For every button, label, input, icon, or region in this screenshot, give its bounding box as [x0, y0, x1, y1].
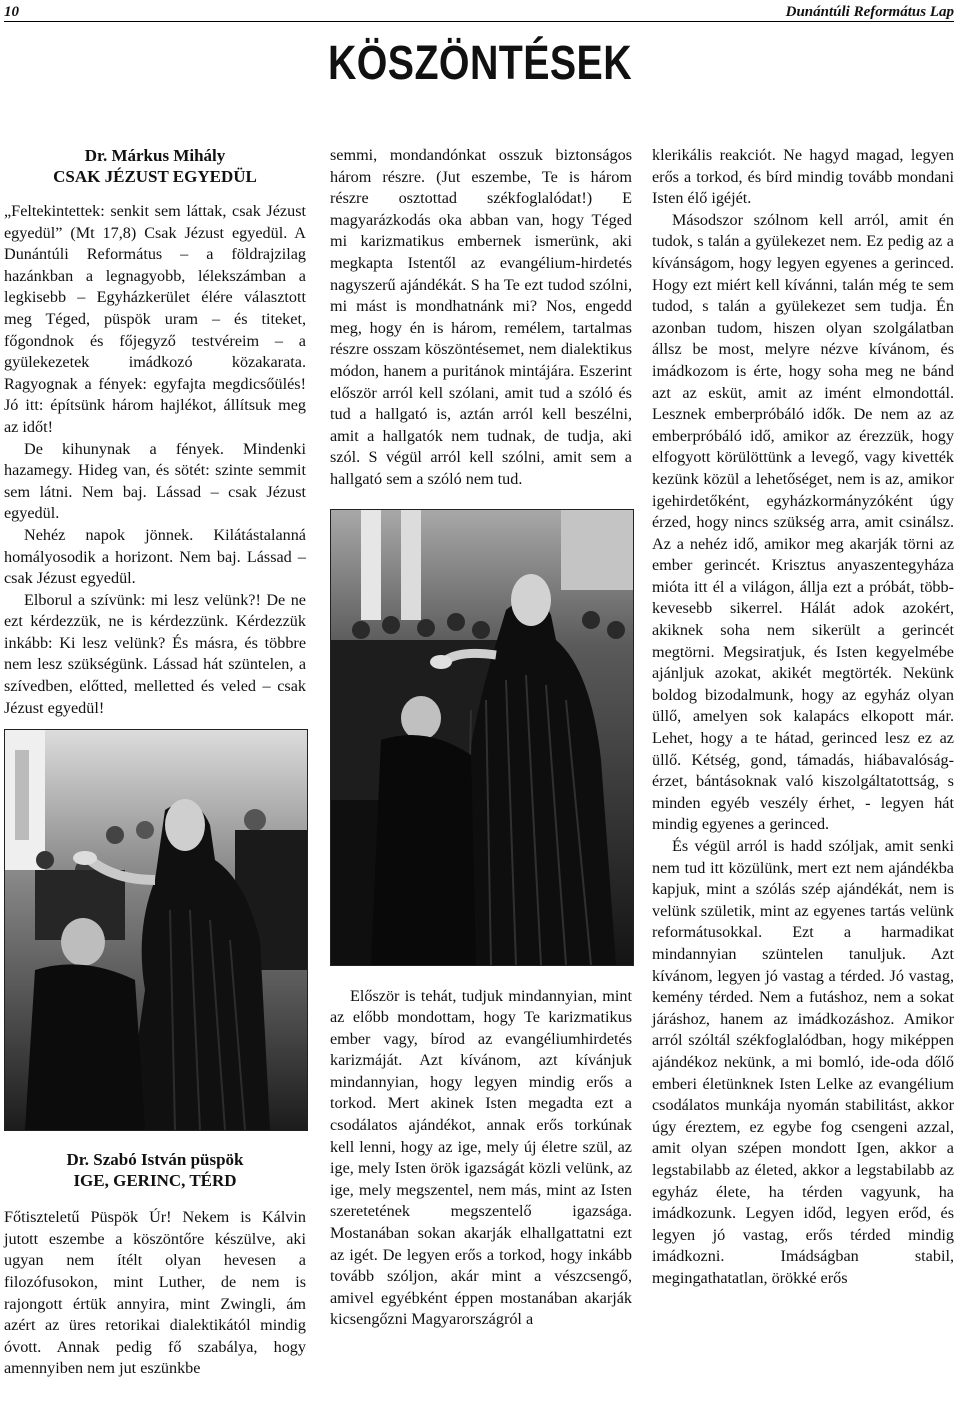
- article-1-paragraph: Nehéz napok jönnek. Kilátástalanná homályosodik a horizont. Nem baj. Lássad – csak Jézust egyedül.: [4, 525, 306, 588]
- page-header: [4, 2, 954, 22]
- page-number: 10: [4, 4, 19, 20]
- article-2-paragraph: klerikális reakciót. Ne hagyd magad, legyen erős a torkod, és bírd mindig tovább mondani Isten élő igéjét.: [652, 146, 954, 208]
- publication-name: Dunántúli Református Lap: [785, 4, 954, 20]
- photo-bishop-blessing: [4, 729, 308, 1131]
- photo-image: [5, 730, 307, 1130]
- article-1-paragraph: „Feltekintettek: senkit sem láttak, csak Jézust egyedül” (Mt 17,8) Csak Jézust egyedül. A Dunántúli Református – a földrajzilag hazánkban a legnagyobb, lélekszámban a legkisebb – Egyházkerület élére választott meg Téged, püspök uram – és titeket, főgondnok és főjegyző testvéreim – a gyülekezetek imádkozó közakarata. Ragyognak a fények: egyfajta megdicsőülés! Jó itt: építsünk három hajlékot, állítsuk meg az időt!: [4, 202, 306, 436]
- page-title: KÖSZÖNTÉSEK: [327, 37, 633, 90]
- photo-bishop-blessing-wide: [330, 509, 634, 966]
- article-2-author: Dr. Szabó István püspök: [66, 1150, 244, 1170]
- column-1: [4, 145, 306, 1380]
- article-2-heading: [4, 1149, 306, 1191]
- article-2-paragraph: És végül arról is hadd szóljak, amit senki nem tud itt közülünk, mert ezt nem ajándékba kapjuk, mint a szólás szép ajándékát, nem is velünk születik, mint az egyenes tartás velünk reformátusokkal. Ezt a harmadikat mindannyian szüntelen tanuljuk. Azt kívánom, legyen jó vastag a térded. Jó vastag, kemény térded. Nem a futáshoz, nem a sokat járáshoz, hanem az imádkozáshoz. Amikor arról szóltál székfoglalódban, hogy miképpen ajándékoz nekünk, a mi bomló, ide-oda dőlő emberi életünknek Isten Lelke az evangélium csodálatos munkája nyomán stabilitást, akkor úgy éreztem, ez egybe fog csengeni azzal, amit olyan szépen mondott Igen, akkor a legstabilabb az életed, akkor a legstabilabb az egyház élete, ha térden vagyunk, ha imádkozunk. Legyen időd, legyen erőd, és legyen jó vastag, erős térded mindig imádkozni. Imádságban stabil, megingathatatlan, örökké erős: [652, 837, 954, 1287]
- article-2-paragraph: Először is tehát, tudjuk mindannyian, mint az előbb mondottam, hogy Te karizmatikus ember vagy, bírod az evangéliumhirdetés karizmáját. Azt kívánom, azt kívánjuk mindannyian, hogy legyen mindig erős a torkod. Mert akinek Isten megadta ezt a csodálatos ajándékot, annak erős torkúnak kell lenni, hogy az ige, mely új életre szül, az ige, mely Isten örök igazságát közli velünk, az ige, mely megszentel, nem más, mint az Isten szeretetének megszentelő igazsága. Mostanában sokan akarják elhallgattatni ezt az igét. De legyen erős a torkod, hogy inkább tovább szóljon, akár mint a vészcsengő, amivel egyébként éppen mostanában akarják kicsengőzni Magyarországról a: [330, 986, 632, 1329]
- column-3: [652, 145, 954, 1289]
- article-1-title: CSAK JÉZUST EGYEDÜL: [53, 167, 257, 186]
- article-1-paragraph: Elborul a szívünk: mi lesz velünk?! De ne ezt kérdezzük, ne is kérdezzünk. Kérdezzük inkább: Ki lesz velünk? És másra, és többre nem lesz szükségünk. Lássad hát szüntelen, a szívedben, előtted, melletted és veled – csak Jézust egyedül!: [4, 590, 306, 717]
- article-2-paragraph: Főtiszteletű Püspök Úr! Nekem is Kálvin jutott eszembe a köszöntőre készülve, aki ugyan nem ítélt olyan hevesen a filozófusokon, mint Luther, de nem is rajongott értük annyira, mint Zwingli, ám azért az üres retorikai dialektikától mindig óvott. Annak pedig fő szabálya, hogy amennyiben nem jut eszünkbe: [4, 1208, 306, 1378]
- article-1-paragraph: De kihunynak a fények. Mindenki hazamegy. Hideg van, és sötét: szinte semmit sem látni. Nem baj. Lássad – csak Jézust egyedül.: [4, 439, 306, 523]
- article-1-heading: [4, 145, 306, 187]
- article-2-paragraph: Másodszor szólnom kell arról, amit én tudok, s talán a gyülekezet nem. Ez pedig az a kívánságom, hogy legyen egyenes a gerinced. Hogy ezt miért kell kívánni, talán még te sem tudod, s talán a gyülekezet sem tudja. Én azonban tudom, hiszen olyan szolgálatban állsz be most, melyre nézve kívánom, és imádkozom is érte, hogy soha meg ne bánd azt az esküt, amit az imént elmondottál. Lesznek emberpróbáló idők. De nem az az emberpróbáló idő, amikor az érezzük, hogy elfogyott körülöttünk a levegő, vagy kivették kezünk közül a lehetőséget, nem is az, amikor igehirdetőként, egyházkormányzóként úgy érzed, hogy nincs szükség arra, amit csinálsz. Az a nehéz idő, amikor meg akarják törni az ember gerincét. Krisztus anyaszentegyháza mióta itt él a világon, állja ezt a próbát, több-kevesebb sikerrel. Hálát adok azokért, akiknek soha nem sikerült a gerincét megtörni. Megsiratjuk, és Isten kegyelmébe ajánljuk azokat, akikét megtörték. Nekünk boldog bizodalmunk, hogy az egyház olyan üllő, amelyen sok kalapács elkopott már. Lehet, hogy a te hátad, gerinced lesz ez az üllő. Kétség, gond, támadás, hiábavalóság-érzet, bántásoknak való kiszolgáltatottság, s minden egyéb veszély érhet, - legyen hát mindig egyenes a gerinced.: [652, 210, 954, 834]
- article-2-title: IGE, GERINC, TÉRD: [73, 1171, 237, 1191]
- column-2: [330, 145, 632, 1331]
- photo-image: [331, 510, 633, 965]
- article-2-paragraph: semmi, mondandónkat osszuk biztonságos három részre. (Jut eszembe, Te is három részre osztottad székfoglalódat!) E magyarázkodás oka abban van, hogy Téged mi karizmatikus embernek ismerünk, aki megkapta Istentől az evangélium-hirdetés nagyszerű ajándékát. S ha Te ezt tudod szólni, mi mást is mondhatnánk mi? Nos, engedd meg, hogy én is három, remélem, tartalmas részre osszam köszöntésemet, nem dialektikus módon, hanem a puritánok mintájára. Eszerint először arról kell szólani, amit tud a szóló és tud a hallgató is, aztán arról kell beszélni, amit a hallgatók nem tudnak, de tudja, aki szól. S végül arról kell szólni, amit sem a hallgató sem a szóló nem tud.: [330, 146, 632, 488]
- article-1-author: Dr. Márkus Mihály: [84, 146, 226, 165]
